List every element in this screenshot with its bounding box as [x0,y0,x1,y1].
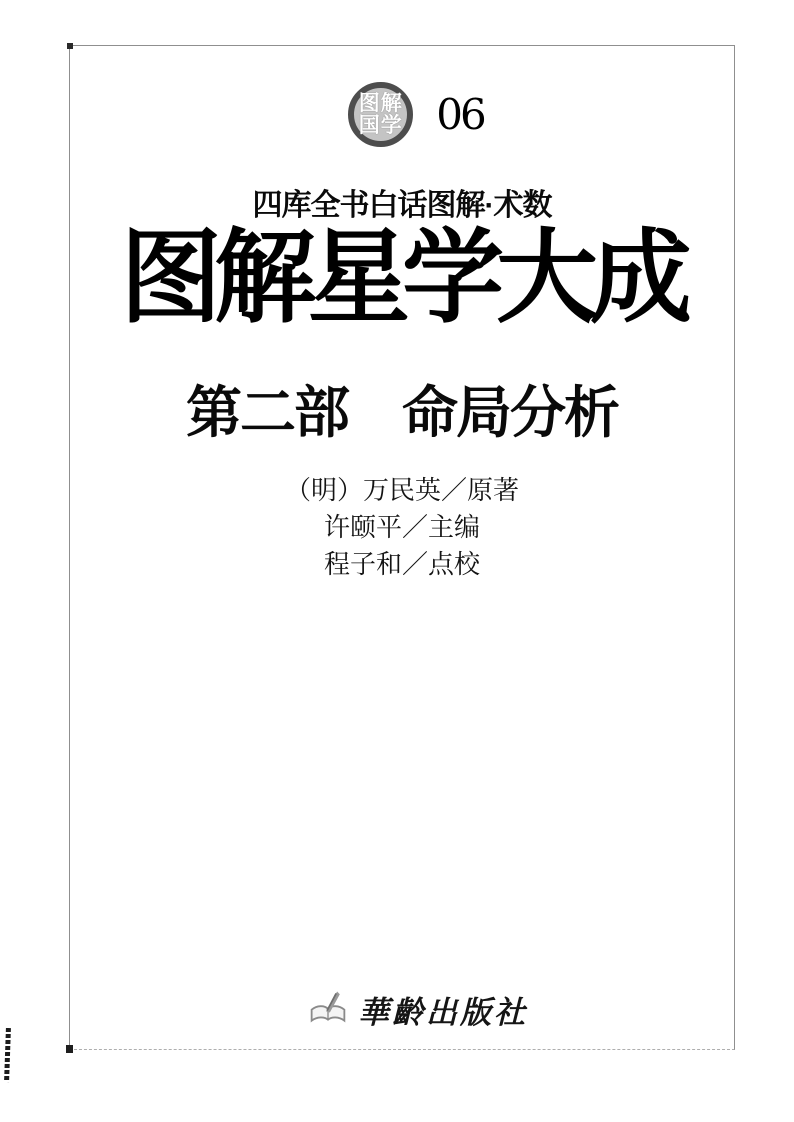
author-credits [70,472,734,583]
page-border-frame [69,45,735,1050]
volume-number: 06 [436,89,484,139]
publisher-block [86,986,750,1033]
spine-scan-artifact [4,1028,11,1082]
author-line-proofreader: 程子和／点校 [323,550,480,579]
author-line-editor: 许颐平／主编 [323,513,480,542]
series-badge-row [84,82,748,147]
badge-text-bottom: 国学 [358,113,403,137]
series-logo-badge [348,82,413,147]
open-book-pen-icon [308,986,348,1033]
book-part-title: 第二部 命局分析 [186,381,618,444]
publisher-name: 華齡出版社 [358,995,528,1030]
badge-text-top: 图解 [358,91,403,115]
author-line-original: （明）万民英／原著 [284,476,519,505]
book-main-title: 图解星学大成 [120,223,684,336]
series-title: 四库全书白话图解·术数 [252,189,552,222]
